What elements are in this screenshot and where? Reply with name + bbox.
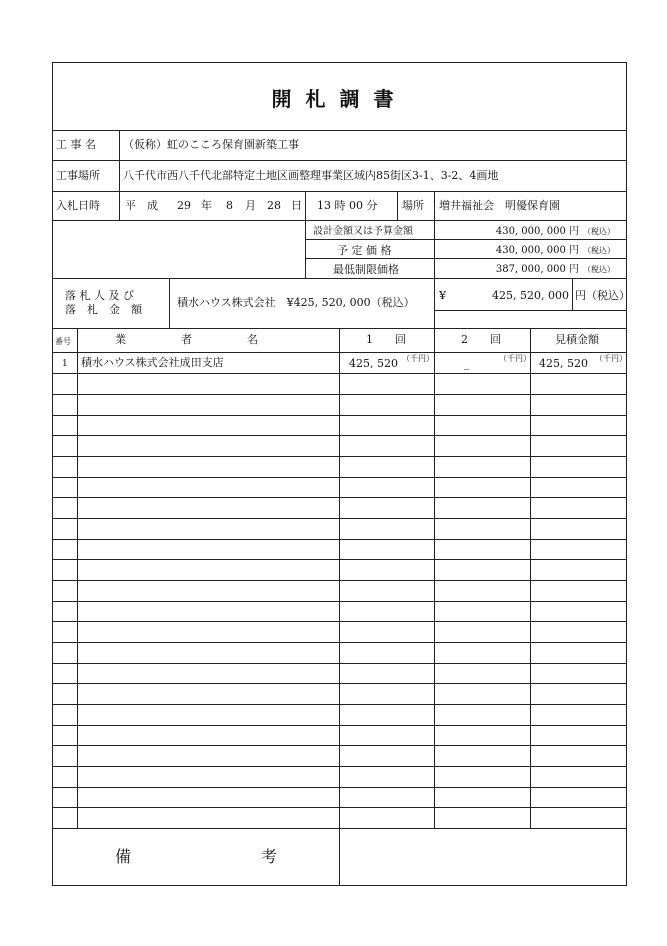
yen-sign: ¥: [439, 289, 446, 302]
row-round2-unit: （千円）: [499, 354, 531, 363]
rule: [434, 328, 435, 829]
row-round1-unit: （千円）: [402, 354, 434, 363]
winner-label-line1: 落 札 人 及 び: [65, 289, 134, 302]
row-round2-value: _: [464, 357, 470, 370]
remarks-label-a: 備: [115, 847, 132, 866]
winner-text: 積水ハウス株式会社 ¥425, 520, 000（税込）: [177, 296, 415, 309]
bid-era: 平 成: [125, 199, 158, 212]
rule: [305, 220, 306, 279]
row-bidder-name: 積水ハウス株式会社成田支店: [81, 356, 224, 369]
col-header-round2: 2 回: [461, 333, 501, 346]
min-price-value: 387, 000, 000 円: [495, 264, 579, 275]
col-header-bidder: 業 者 名: [115, 333, 258, 346]
col-header-number: 番号: [55, 337, 71, 346]
work-name: （仮称）虹のこころ保育園新築工事: [123, 138, 299, 151]
rule: [434, 310, 626, 311]
rule: [530, 328, 531, 829]
place-label: 場所: [402, 199, 424, 212]
place: 増井福祉会 明優保育園: [439, 199, 560, 212]
rule: [434, 191, 435, 221]
planned-price-tax: （税込）: [583, 246, 615, 255]
min-price-label: 最低制限価格: [333, 263, 399, 276]
rule: [397, 191, 398, 221]
work-place-label: 工事場所: [56, 169, 100, 182]
rule: [434, 220, 435, 279]
rule: [305, 191, 306, 221]
document-title: 開札調書: [271, 87, 408, 111]
rule: [77, 328, 78, 829]
design-price-value: 430, 000, 000 円: [495, 226, 579, 237]
rule: [53, 278, 626, 279]
winner-label-line2: 落 札 金 額: [65, 303, 142, 316]
rule: [434, 278, 435, 329]
design-price-tax: （税込）: [583, 227, 615, 236]
planned-price-label: 予 定 価 格: [337, 244, 392, 257]
year-unit: 年: [201, 199, 212, 212]
row-number: 1: [62, 359, 68, 369]
min-price-tax: （税込）: [583, 265, 615, 274]
bid-date-label: 入札日時: [56, 199, 100, 212]
col-header-estimate: 見積金額: [555, 333, 599, 346]
planned-price-value: 430, 000, 000 円: [495, 245, 579, 256]
rule: [169, 278, 170, 329]
rule: [119, 130, 120, 221]
col-header-round1: 1 回: [366, 333, 406, 346]
bid-year: 29: [177, 199, 191, 212]
work-name-label: 工 事 名: [56, 138, 96, 151]
rule: [305, 258, 626, 259]
design-price-label: 設計金額又は予算金額: [313, 226, 413, 237]
rule: [53, 220, 626, 221]
month-unit: 月: [245, 199, 256, 212]
day-unit: 日: [291, 199, 302, 212]
row-estimate-value: 425, 520: [539, 357, 588, 370]
rule: [339, 328, 340, 886]
winner-amount: 425, 520, 000: [492, 289, 569, 302]
bid-opening-report: [52, 62, 630, 886]
remarks-label-b: 考: [261, 847, 278, 866]
bid-day: 28: [267, 199, 281, 212]
rule: [53, 130, 626, 131]
bid-time: 13 時 00 分: [317, 199, 378, 212]
work-place: 八千代市西八千代北部特定土地区画整理事業区域内85街区3-1、3-2、4画地: [123, 169, 499, 182]
rule: [305, 239, 626, 240]
rule: [53, 191, 626, 192]
row-estimate-unit: （千円）: [595, 354, 627, 363]
rule: [53, 160, 626, 161]
winner-amount-suffix: 円（税込）: [575, 289, 630, 302]
rule: [572, 278, 573, 311]
row-round1-value: 425, 520: [349, 357, 398, 370]
bid-month: 8: [226, 199, 233, 212]
